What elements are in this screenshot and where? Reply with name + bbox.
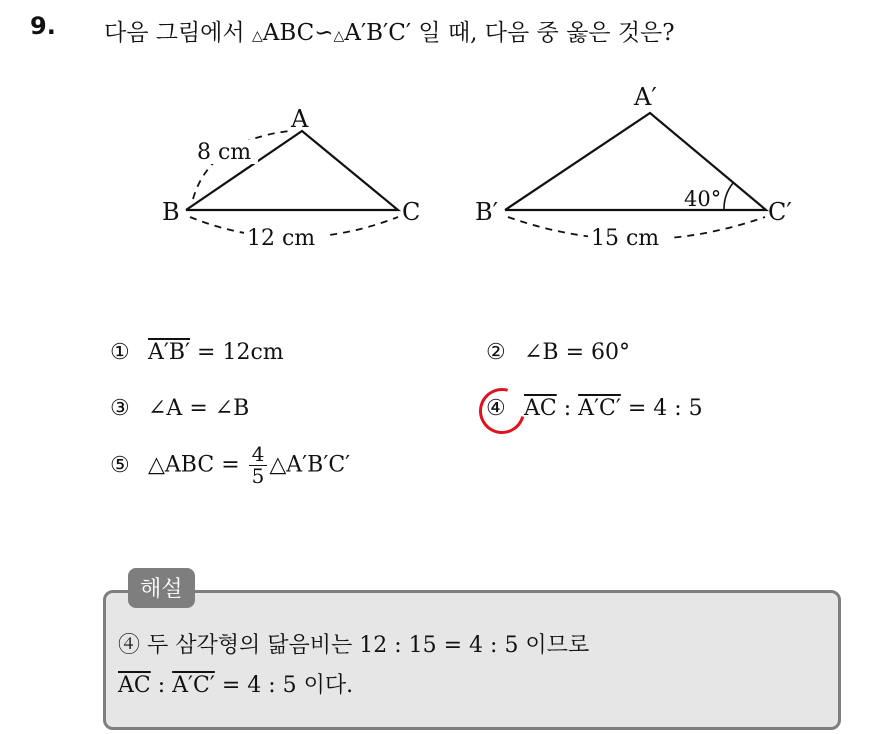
- option-2[interactable]: [486, 340, 630, 365]
- option-3[interactable]: [110, 396, 249, 421]
- option-5-lhs: △ABC =: [148, 452, 247, 478]
- option-3-number: ③: [110, 396, 130, 421]
- triangle-icon: △: [251, 28, 263, 44]
- option-5-fraction: [249, 444, 268, 487]
- triangle-1-name: ABC: [262, 20, 315, 46]
- option-2-number: ②: [486, 340, 506, 365]
- triangle-a-prime-b-prime-c-prime: [475, 83, 792, 251]
- option-1-segment: A′B′: [148, 340, 191, 365]
- fraction-numerator: 4: [249, 444, 268, 466]
- option-2-text: ∠B = 60°: [524, 340, 631, 365]
- angle-c-prime-arc: [724, 183, 733, 210]
- option-4-segment-2: A′C′: [578, 396, 621, 421]
- explanation-badge: 해설: [128, 568, 195, 608]
- explanation-segment-1: $\overline{AC}$: [118, 673, 151, 698]
- triangle-icon: △: [333, 28, 345, 44]
- explanation-box: [103, 590, 841, 730]
- similar-sign: ∽: [314, 20, 334, 46]
- vertex-c-prime-label: C′: [768, 198, 792, 226]
- triangles-figure: [0, 0, 884, 300]
- explanation-colon: :: [150, 673, 173, 698]
- option-1-number: ①: [110, 340, 130, 365]
- answer-circle-mark: [471, 380, 534, 443]
- fraction-denominator: 5: [251, 464, 265, 488]
- angle-c-prime-value: 40°: [684, 187, 722, 211]
- option-5[interactable]: [110, 444, 350, 487]
- explanation-segment-2: A′C′: [172, 673, 215, 698]
- vertex-a-prime-label: A′: [634, 83, 657, 111]
- option-1[interactable]: [110, 340, 284, 365]
- option-4-colon: :: [556, 396, 579, 421]
- vertex-b-prime-label: B′: [475, 198, 499, 226]
- question-number: 9.: [30, 12, 56, 40]
- option-1-rest: = 12cm: [190, 340, 284, 365]
- option-4-number: ④: [486, 396, 506, 421]
- triangle-2-name: A′B′C′: [344, 20, 412, 46]
- side-b-prime-c-prime-length: 15 cm: [591, 226, 660, 251]
- option-3-text: ∠A = ∠B: [148, 396, 250, 421]
- side-bc-length: 12 cm: [247, 226, 316, 251]
- explanation-line-2: [118, 668, 353, 699]
- question-prefix: 다음 그림에서: [104, 20, 252, 46]
- vertex-b-label: B: [162, 198, 180, 226]
- question-suffix: 일 때, 다음 중 옳은 것은?: [411, 20, 675, 46]
- vertex-c-label: C: [402, 198, 421, 226]
- option-5-number: ⑤: [110, 452, 130, 478]
- triangle-abc: [162, 105, 420, 251]
- explanation-rest: = 4 : 5 이다.: [214, 673, 354, 698]
- side-ab-length: 8 cm: [197, 140, 252, 165]
- option-4-rest: = 4 : 5: [620, 396, 703, 421]
- explanation-line-1: ④ 두 삼각형의 닮음비는 12 : 15 = 4 : 5 이므로: [118, 633, 590, 658]
- option-5-rhs: △A′B′C′: [269, 452, 351, 478]
- option-4-segment-1: $\overline{AC}$: [524, 396, 557, 421]
- vertex-a-label: A: [291, 105, 309, 133]
